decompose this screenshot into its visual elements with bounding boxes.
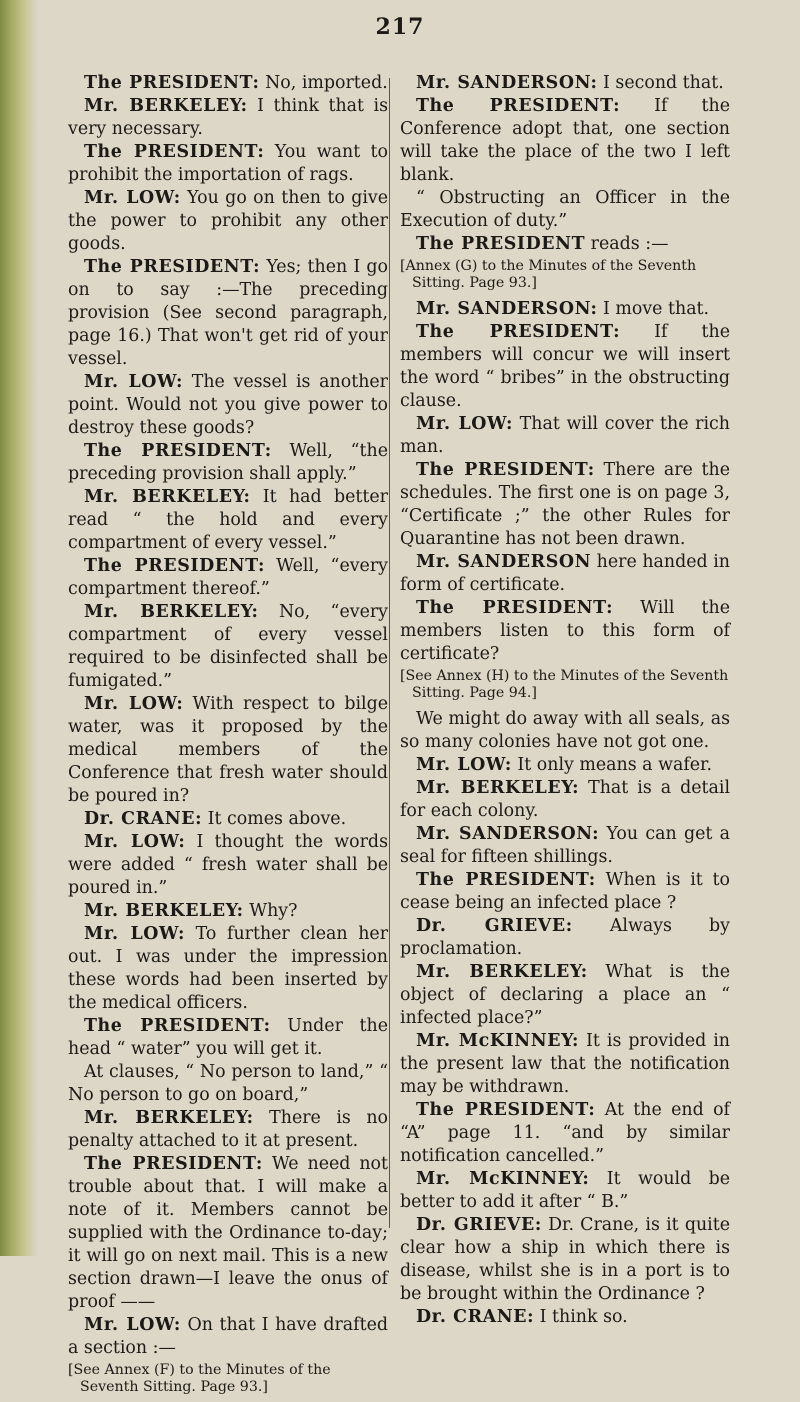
speech-paragraph xyxy=(68,440,388,486)
speech-paragraph xyxy=(400,1306,730,1329)
paragraph xyxy=(400,187,730,233)
speaker-name: Mr. BERKELEY: xyxy=(84,96,248,116)
speech-paragraph xyxy=(68,486,388,555)
speaker-name: The PRESIDENT: xyxy=(84,142,265,162)
speech-paragraph xyxy=(400,459,730,551)
speaker-name: The PRESIDENT: xyxy=(84,73,260,93)
speaker-name: Mr. LOW: xyxy=(84,1315,181,1335)
right-column xyxy=(400,72,730,1329)
speech-text: That is a detail for each colony. xyxy=(400,778,731,821)
speaker-name: Dr. GRIEVE: xyxy=(416,916,573,936)
speech-paragraph xyxy=(400,298,730,321)
speech-text: It is provided in the present law that the notification may be withdrawn. xyxy=(400,1031,731,1097)
speech-paragraph xyxy=(400,777,730,823)
speech-text: here handed in form of certificate. xyxy=(400,552,730,595)
speech-paragraph xyxy=(400,754,730,777)
speech-text: Why? xyxy=(243,901,298,921)
speaker-name: The PRESIDENT: xyxy=(84,257,261,277)
speech-paragraph xyxy=(400,1168,730,1214)
page-number: 217 xyxy=(375,14,425,40)
speaker-name: Mr. LOW: xyxy=(416,755,512,775)
speech-text: You can get a seal for fifteen shillings. xyxy=(400,824,730,867)
speaker-name: The PRESIDENT: xyxy=(416,598,614,618)
speech-text: When is it to cease being an infected place ? xyxy=(400,870,730,913)
speech-text: I second that. xyxy=(597,73,724,93)
speech-text: No, imported. xyxy=(259,73,388,93)
left-column xyxy=(68,72,388,1402)
speaker-name: Mr. LOW: xyxy=(84,188,181,208)
speaker-name: The PRESIDENT: xyxy=(416,870,596,890)
speaker-name: Dr. GRIEVE: xyxy=(416,1215,542,1235)
annex-note: [Annex (G) to the Minutes of the Seventh Sitting. Page 93.] xyxy=(400,258,697,291)
speaker-name: Mr. SANDERSON xyxy=(416,552,592,572)
speech-paragraph xyxy=(400,597,730,666)
speech-paragraph xyxy=(400,869,730,915)
speech-text: “ Obstructing an Officer in the Execution of duty.” xyxy=(400,188,730,231)
speech-text: It only means a wafer. xyxy=(511,755,712,775)
speaker-name: The PRESIDENT: xyxy=(84,1154,263,1174)
speech-text: It comes above. xyxy=(202,809,347,829)
speech-paragraph xyxy=(68,555,388,601)
speaker-name: Mr. BERKELEY: xyxy=(416,962,588,982)
speech-text: You go on then to give the power to prohibit any other goods. xyxy=(68,188,389,254)
speech-text: I think so. xyxy=(534,1307,628,1327)
speech-text: We might do away with all seals, as so many colonies have not got one. xyxy=(400,709,730,752)
speech-paragraph xyxy=(400,823,730,869)
speech-paragraph xyxy=(400,95,730,187)
speaker-name: Mr. LOW: xyxy=(416,414,514,434)
speaker-name: The PRESIDENT xyxy=(416,234,586,254)
speech-text: That will cover the rich man. xyxy=(400,414,730,457)
speech-text: I thought the words were added “ fresh water shall be poured in.” xyxy=(68,832,388,898)
speech-paragraph xyxy=(68,256,388,371)
speech-paragraph xyxy=(400,915,730,961)
speech-paragraph xyxy=(68,141,388,187)
speech-text: You want to prohibit the importation of rags. xyxy=(68,142,388,185)
speech-paragraph xyxy=(68,808,388,831)
annex-note: [See Annex (H) to the Minutes of the Seventh Sitting. Page 94.] xyxy=(400,668,729,701)
speech-text: At clauses, “ No person to land,” “ No person to go on board,” xyxy=(68,1062,388,1105)
speech-paragraph xyxy=(68,95,388,141)
speaker-name: Mr. SANDERSON: xyxy=(416,824,600,844)
speech-paragraph xyxy=(400,321,730,413)
speaker-name: The PRESIDENT: xyxy=(84,441,272,461)
speech-paragraph xyxy=(400,1030,730,1099)
speech-paragraph xyxy=(400,551,730,597)
column-divider xyxy=(389,78,390,1228)
speech-text: The vessel is another point. Would not you give power to destroy these goods? xyxy=(68,372,388,438)
speech-text: At the end of “A” page 11. “and by similar notification cancelled.” xyxy=(400,1100,730,1166)
speaker-name: Mr. BERKELEY: xyxy=(84,901,244,921)
speech-paragraph xyxy=(68,187,388,256)
speaker-name: Mr. McKINNEY: xyxy=(416,1169,590,1189)
speech-text: Yes; then I go on to say :—The preceding provision (See second paragraph, page 16.) That won't get rid of your vessel. xyxy=(68,257,388,369)
paragraph xyxy=(68,1061,388,1107)
speech-text: Will the members listen to this form of certificate? xyxy=(400,598,730,664)
speech-text: Under the head “ water” you will get it. xyxy=(68,1016,388,1059)
speaker-name: Mr. LOW: xyxy=(84,372,184,392)
annex-note: [See Annex (F) to the Minutes of the Seventh Sitting. Page 93.] xyxy=(68,1362,331,1395)
speech-paragraph xyxy=(68,1015,388,1061)
speech-paragraph xyxy=(68,72,388,95)
speaker-name: The PRESIDENT: xyxy=(84,556,266,576)
speaker-name: Mr. LOW: xyxy=(84,924,185,944)
speaker-name: Dr. CRANE: xyxy=(84,809,203,829)
speech-paragraph xyxy=(68,601,388,693)
speaker-name: The PRESIDENT: xyxy=(416,460,595,480)
speaker-name: The PRESIDENT: xyxy=(84,1016,271,1036)
speech-paragraph xyxy=(68,1153,388,1314)
speech-paragraph xyxy=(68,900,388,923)
speaker-name: Mr. BERKELEY: xyxy=(84,487,251,507)
speech-paragraph xyxy=(68,923,388,1015)
speech-text: There is no penalty attached to it at present. xyxy=(68,1108,389,1151)
speaker-name: The PRESIDENT: xyxy=(416,96,621,116)
speech-text: We need not trouble about that. I will make a note of it. Members cannot be supplied with the Ordinance to-day; it will go on next mail. This is a new section drawn—I leave the onus of proof —— xyxy=(68,1154,388,1312)
speaker-name: Mr. McKINNEY: xyxy=(416,1031,580,1051)
speech-paragraph xyxy=(400,1214,730,1306)
speaker-name: Mr. SANDERSON: xyxy=(416,73,598,93)
speech-text: No, “every compartment of every vessel required to be disinfected shall be fumigated.” xyxy=(68,602,388,691)
speech-text: Well, “every compartment thereof.” xyxy=(68,556,388,599)
speaker-name: Mr. BERKELEY: xyxy=(416,778,580,798)
speech-paragraph xyxy=(400,72,730,95)
speech-text: There are the schedules. The first one is on page 3, “Certificate ;” the other Rules for Quarantine has not been drawn. xyxy=(400,460,730,549)
speaker-name: Mr. BERKELEY: xyxy=(84,1108,254,1128)
speech-text: On that I have drafted a section :— xyxy=(68,1315,388,1358)
speech-text: It had better read “ the hold and every compartment of every vessel.” xyxy=(68,487,388,553)
speech-text: Dr. Crane, is it quite clear how a ship in which there is disease, whilst she is in a port is to be brought within the Ordinance ? xyxy=(400,1215,731,1304)
speech-text: It would be better to add it after “ B.” xyxy=(400,1169,731,1212)
speech-paragraph xyxy=(68,1314,388,1360)
speaker-name: Mr. LOW: xyxy=(84,832,186,852)
speech-paragraph xyxy=(400,1099,730,1168)
speech-text: If the Conference adopt that, one section will take the place of the two I left blank. xyxy=(400,96,730,185)
speech-text: Always by proclamation. xyxy=(400,916,730,959)
speech-text: With respect to bilge water, was it proposed by the medical members of the Conference that fresh water should be poured in? xyxy=(68,694,388,806)
speech-paragraph xyxy=(68,371,388,440)
speaker-name: Mr. SANDERSON: xyxy=(416,299,598,319)
speaker-name: Dr. CRANE: xyxy=(416,1307,535,1327)
book-spine-edge xyxy=(0,0,38,1256)
speech-text: If the members will concur we will insert the word “ bribes” in the obstructing clause. xyxy=(400,322,730,411)
speech-text: What is the object of declaring a place an “ infected place?” xyxy=(400,962,731,1028)
speech-paragraph xyxy=(68,693,388,808)
speech-text: I think that is very necessary. xyxy=(68,96,388,139)
speaker-name: Mr. BERKELEY: xyxy=(84,602,259,622)
speaker-name: The PRESIDENT: xyxy=(416,1100,596,1120)
speech-text: I move that. xyxy=(597,299,710,319)
speaker-name: The PRESIDENT: xyxy=(416,322,621,342)
speech-text: reads :— xyxy=(585,234,669,254)
speech-paragraph xyxy=(400,961,730,1030)
speech-text: Well, “the preceding provision shall apply.” xyxy=(68,441,388,484)
paragraph xyxy=(400,708,730,754)
speech-paragraph xyxy=(400,413,730,459)
speech-paragraph xyxy=(68,1107,388,1153)
speech-paragraph xyxy=(400,233,730,256)
speech-paragraph xyxy=(68,831,388,900)
speaker-name: Mr. LOW: xyxy=(84,694,184,714)
speech-text: To further clean her out. I was under the impression these words had been inserted by the medical officers. xyxy=(68,924,389,1013)
